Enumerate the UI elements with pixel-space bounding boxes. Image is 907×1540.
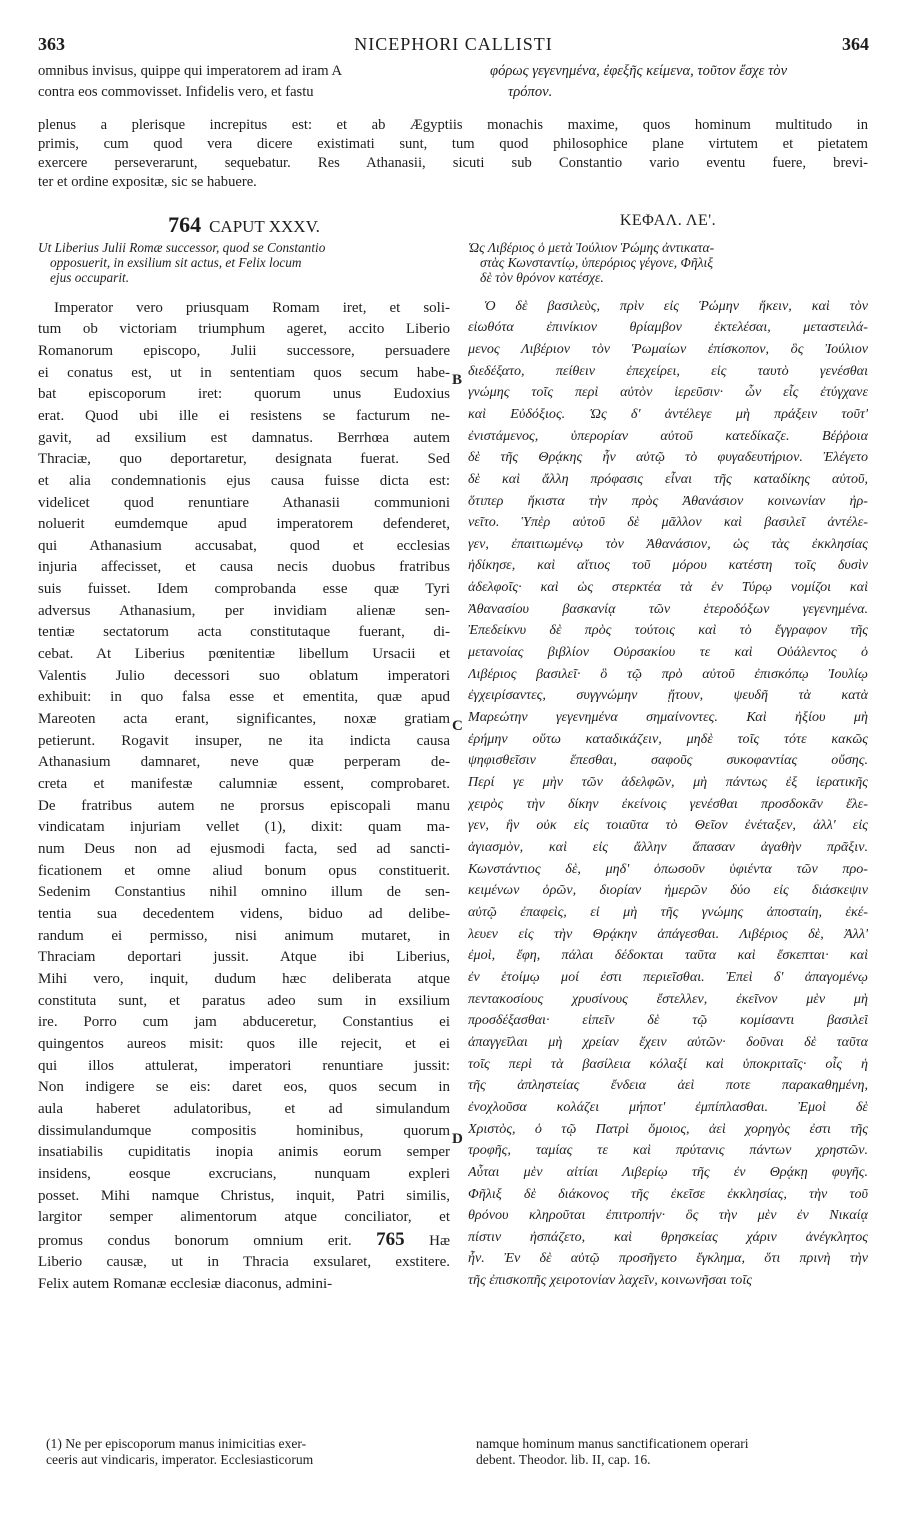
text-line: qui illos attulerat, imperatori renuntiare jussit:: [38, 1057, 450, 1074]
text-line: ἐρήμην οὕτω καταδικάζειν, μηδὲ τοῖς τότε κακῶς: [468, 730, 868, 747]
text-line: Athanasium damnaret, neve quæ perperam de-: [38, 754, 450, 771]
running-title: NICEPHORI CALLISTI: [354, 34, 553, 54]
text-line: τοῖς περὶ τὰ βασίλεια κόλαξί καὶ ὑποκριταῖς· οἷς ἡ: [468, 1055, 868, 1072]
text-line: ὅτιπερ ἥκιστα τὴν πρὸς Ἀθανάσιον κοινωνίαν ἠρ-: [468, 492, 868, 509]
text-line: Romanorum episcopo, Julii successore, persuadere: [38, 342, 450, 359]
footnote-left: [46, 1436, 450, 1467]
text-line: Liberio causæ, ut in Thracia exsularet, exstitere.: [38, 1254, 450, 1271]
text-line: γεν, ἣν οὐκ εἰς τοιαῦτα τὸ Θεῖον ἐνέταξεν, ἀλλ' εἰς: [468, 817, 868, 834]
latin-column: [38, 212, 450, 1296]
text-line: dissimulandumque compositis hominibus, quorum: [38, 1122, 450, 1139]
text-line: ἐγχειρίσαντες, συγγνώμην ᾔτουν, ψευδῆ τὰ κατὰ: [468, 687, 868, 704]
text-line: constituta sunt, et paratus adeo sum in exsilium: [38, 992, 450, 1009]
text-line: De fratribus autem ne prorsus episcopali manu: [38, 797, 450, 814]
text-line: insatiabilis cupiditatis inopia animis eorum semper: [38, 1144, 450, 1161]
text-line: Περί γε μὴν τῶν ἀδελφῶν, μὴ πάντως ἐξ ἱερατικῆς: [468, 774, 868, 791]
text-line: suis fuisset. Idem comprobanda esse quæ Tyri: [38, 581, 450, 598]
text-line: tentia sua decedentem videns, biduo ad delibe-: [38, 905, 450, 922]
text-line: exhibuit: in quo falsa esse et ementita, quæ apud: [38, 689, 450, 706]
text-line: ἠδίκησε, καὶ αἴτιος τοῦ μόρου κατέστη τοῖς δυσὶν: [468, 557, 868, 574]
chapter-title: ΚΕΦΑΛ. ΛΕ'.: [619, 212, 717, 229]
latin-body: [38, 298, 450, 1296]
text-line: adversus Athanasium, per invidiam alienæ sen-: [38, 602, 450, 619]
text-line: ἐνοχλοῦσα κολάζει μήποτ' ἐμπίπλασθαι. Ἐμοὶ δὲ: [468, 1098, 868, 1115]
text-line: ficationem et omne aliud bonum opus constituerit.: [38, 862, 450, 879]
summary-line: opposuerit, in exsilium sit actus, et Felix locum: [50, 255, 302, 271]
top-line-greek: τρόπον.: [508, 84, 553, 100]
text-line: κειμένων ὁρῶν, διορίαν ἡμερῶν δύο εἰς διάσκεψιν: [468, 882, 868, 899]
footnote-line: namque hominum manus sanctificationem operari: [476, 1436, 749, 1451]
text-line: Ὁ δὲ βασιλεὺς, πρὶν εἰς Ῥώμην ἥκειν, καὶ τὸν: [484, 297, 868, 314]
summary-line: δὲ τὸν θρόνον κατέσχε.: [480, 270, 604, 286]
text-line: ἀδελφοῖς· καὶ ὡς στερκτέα τὰ ἐν Τύρῳ νομίζοι καὶ: [468, 579, 868, 596]
text-line: χειρὸς τὴν δίκην ἐκείνοις γενέσθαι προσδοκᾶν ἔλε-: [468, 795, 868, 812]
text-line: tum ob victoriam triumphum ageret, accito Liberio: [38, 321, 450, 338]
intro-line: exercere perseverarunt, sequebatur. Res Athanasii, sicuti sub Constantio vario eventu fuere, brevi-: [38, 154, 868, 171]
text-line: Χριστὸς, ὁ τῷ Πατρὶ ὅμοιος, ἀεὶ χορηγὸς ἐστι τῆς: [468, 1120, 868, 1137]
text-line: cebat. At Liberius pœnitentiæ libellum Ursacii et: [38, 646, 450, 663]
text-line: Κωνστάντιος δὲ, μηδ' ὁπωσοῦν ὑφιέντα τῶν προ-: [468, 860, 868, 877]
text-line: num Deus non ad ejusmodi facta, sed ad sancti-: [38, 841, 450, 858]
text-line: Sedenim Constantius nihil omnino illum de sen-: [38, 884, 450, 901]
text-line: largitor semper alimentorum atque conciliator, et: [38, 1209, 450, 1226]
text-line: noluerit eumdemque apud imperatorem defenderet,: [38, 516, 450, 533]
footnote-line: ceeris aut vindicaris, imperator. Ecclesiasticorum: [46, 1451, 314, 1467]
text-line: Thraciam deportari jussit. Atque ibi Liberius,: [38, 949, 450, 966]
column-number: 764: [168, 212, 202, 237]
text-line: erat. Quod ubi ille ei resistens se facturum ne-: [38, 407, 450, 424]
text-line: ἐνιστάμενος, ὑπερορίαν αὐτοῦ κατεδίκαζε. Βέῤῥοια: [468, 427, 868, 444]
text-line: αὐτῷ ἐπαφεὶς, εἰ μὴ τῆς γνώμης ἀποσταίη, ἐκέ-: [468, 903, 868, 920]
summary-line: Ut Liberius Julii Romæ successor, quod se Constantio: [38, 240, 326, 255]
text-line: qui Athanasium accusabat, quod et ecclesias: [38, 537, 450, 554]
text-line: Thraciæ, quo deportaretur, designata fuerat. Sed: [38, 451, 450, 468]
intro-line: ter et ordine expositæ, sic se habuere.: [38, 173, 257, 190]
text-line: creta et manifestæ calumniæ essent, comprobaret.: [38, 776, 450, 793]
top-line-greek: φόρως γεγενημένα, ἐφεξῆς κείμενα, τοῦτον ἔσχε τὸν: [490, 63, 788, 79]
running-header: [38, 34, 869, 58]
left-page-number: 363: [38, 34, 65, 54]
line-text: Hæ: [404, 1232, 450, 1249]
latin-chapter-heading: [38, 212, 450, 236]
text-line: λευεν εἰς τὴν Θρᾴκην ἀπάγεσθαι. Λιβέριος δὲ, Ἀλλ': [468, 925, 868, 942]
greek-summary: [468, 240, 868, 286]
text-line: [38, 1229, 450, 1253]
text-line: δὲ τῆς Θρᾴκης ἦν αὐτῷ τὸ φυγαδευτήριον. Ἐλέγετο: [468, 449, 868, 466]
text-line: Φῆλιξ δὲ διάκονος τῆς ἐκεῖσε ἐκκλησίας, τὴν τοῦ: [468, 1185, 868, 1202]
margin-letter: D: [452, 1131, 463, 1147]
text-line: ἐμοὶ, ἔφη, πάλαι δέδοκται ταῦτα καὶ ἔσκεπται· καὶ: [468, 947, 868, 964]
text-line: ἁγιασμὸν, καὶ εἰς ἄλλην ἅπασαν ἀγαθὴν πρᾶξιν.: [468, 839, 868, 856]
text-line: δὲ καὶ ἄλλη πρόφασις εἶναι τῆς καταδίκης αὐτοῦ,: [468, 470, 868, 487]
greek-column: [468, 212, 868, 1292]
footnote-line: (1) Ne per episcoporum manus inimicitias exer-: [46, 1436, 307, 1451]
latin-summary: [38, 240, 450, 286]
text-line: τροφῆς, ταμίας τε καὶ πρύτανις πάντων χρηστῶν.: [468, 1142, 868, 1159]
text-line: tentiæ sectatorum acta constitutaque fuerant, di-: [38, 624, 450, 641]
text-line: προσδέξασθαι· εἰπεῖν δὲ τῷ κομίσαντι βασιλεῖ: [468, 1012, 868, 1029]
text-line: πεντακοσίους χρυσίνους ἔστελλεν, ἐκεῖνον μὲν μὴ: [468, 990, 868, 1007]
text-line: τῆς ἀπληστείας ἔνδεια ἀεὶ ποτε παρακαθημένη,: [468, 1077, 868, 1094]
text-line: Felix autem Romanæ ecclesiæ diaconus, admini-: [38, 1276, 333, 1293]
top-line-latin: omnibus invisus, quippe qui imperatorem ad iram A: [38, 63, 342, 79]
text-line: randum ei permisso, nisi animum mutaret, in: [38, 927, 450, 944]
text-line: γνώμης τοῖς περὶ αὐτὸν ἱερεῦσιν· ὧν εἷς ἐτύγχανε: [468, 384, 868, 401]
text-line: εἰωθότα ἐπινίκιον θρίαμβον ἐκτελέσαι, μεταστειλά-: [468, 319, 868, 336]
text-line: Mihi vero, inquit, dudum hæc deliberata atque: [38, 970, 450, 987]
text-line: Ἐπεδείκνυ δὲ πρὸς τούτοις καὶ τὸ ἔγγραφον τῆς: [468, 622, 868, 639]
text-line: ψηφισθεῖσιν ἕπεσθαι, σαφοῦς συκοφαντίας οὔσης.: [468, 752, 868, 769]
text-line: petierunt. Rogavit insuper, ne ita indicta causa: [38, 732, 450, 749]
text-line: ἦν. Ἐν δὲ αὐτῷ προσῆγετο ἔγκλημα, ὅτι πρινὴ τὴν: [468, 1250, 868, 1267]
text-line: μενος Λιβέριον τὸν Ῥωμαίων ἐπίσκοπον, ὃς Ἰούλιον: [468, 340, 868, 357]
text-line: καὶ Εὐδόξιος. Ὡς δ' ἀντέλεγε μὴ πράξειν τοῦτ': [468, 405, 868, 422]
text-line: ἀπαγγεῖλαι μὴ χρείαν ἔχειν αὐτῶν· δοῦναι δὲ ταῦτα: [468, 1033, 868, 1050]
text-line: Μαρεώτην γεγενημένα σημαίνοντες. Καὶ ἠξίου μὴ: [468, 709, 868, 726]
text-line: νεῖτο. Ὑπὲρ αὐτοῦ δὲ μᾶλλον καὶ βασιλεῖ ἀντέλε-: [468, 514, 868, 531]
text-line: quingentos aureos misit: quos ille rejecit, et ei: [38, 1035, 450, 1052]
line-text: promus condus bonorum omnium erit.: [38, 1232, 377, 1249]
top-line: [38, 62, 868, 81]
text-line: posset. Mihi namque Christus, inquit, Patri similis,: [38, 1187, 450, 1204]
summary-line: Ὡς Λιβέριος ὁ μετὰ Ἰούλιον Ῥώμης ἀντικατα-: [468, 240, 715, 255]
text-line: Non indigere se eis: daret eos, quos secum in: [38, 1079, 450, 1096]
text-line: Imperator vero priusquam Romam iret, et soli-: [54, 299, 450, 316]
footnote-right: [476, 1436, 868, 1467]
text-line: injuria affecisset, et causa necis duobus fratribus: [38, 559, 450, 576]
text-line: ei conatus est, ut in sententiam quos secum habe-: [38, 364, 450, 381]
intro-line: primis, cum quod vera dicere existimati sunt, tum quod philosophice plane virtutem et pietatem: [38, 135, 868, 152]
text-line: ire. Porro cum jam abduceretur, Constantius ei: [38, 1014, 450, 1031]
margin-letter: B: [452, 372, 463, 388]
column-number: 765: [376, 1228, 405, 1250]
text-line: διεδέξατο, πείθειν ἐπεχείρει, εἰς ταυτὸ γενέσθαι: [468, 362, 868, 379]
text-line: θρόνου κληροῦται ἐπιτροπήν· ὃς τὴν μὲν ἐν Νικαίᾳ: [468, 1207, 868, 1224]
text-line: Λιβέριος βασιλεῖ· ὃ τῷ πρὸ αὐτοῦ ἐπισκόπῳ Ἰουλίῳ: [468, 665, 868, 682]
text-line: Ἀθανασίου βασκανίᾳ τῶν ἑτεροδόξων γεγενημένα.: [468, 600, 868, 617]
text-line: τῆς ἐπισκοπῆς χειροτονίαν λαχεῖν, κοινωνῆσαι τοῖς: [468, 1272, 752, 1289]
summary-line: ejus occuparit.: [50, 270, 130, 286]
intro-line: plenus a plerisque increpitus est: et ab Ægyptiis monachis maxime, quos hominum multitudo in: [38, 117, 868, 133]
right-page-number: 364: [842, 34, 869, 54]
text-line: ἐν ἑτοίμῳ μοί ἐστι περιεῖσθαι. Ἐπεὶ δ' ἀπαγομένῳ: [468, 968, 868, 985]
top-line-latin: contra eos commovisset. Infidelis vero, et fastu: [38, 84, 314, 100]
text-line: γεν, ἐπαιτιωμένῳ τὸν Ἀθανάσιον, ὡς τὰς ἐκκλησίας: [468, 535, 868, 552]
greek-chapter-heading: [468, 212, 868, 236]
intro-paragraph: [38, 116, 868, 192]
text-line: et alia condemnationis ejus causa fuisse dicta est:: [38, 472, 450, 489]
chapter-title: CAPUT XXXV.: [209, 217, 320, 236]
text-line: πίστιν ἠσπάζετο, καὶ θρησκείας χάριν ἀνέγκλητος: [468, 1228, 868, 1245]
summary-line: στὰς Κωνσταντίῳ, ὑπερόριος γέγονε, Φῆλιξ: [480, 255, 714, 271]
text-line: Mareoten acta erant, significantes, noxæ gratiam: [38, 711, 450, 728]
text-line: insidens, eosque excrucians, nunquam expleri: [38, 1165, 450, 1182]
top-line: [38, 83, 868, 102]
text-line: Valentis Julio decessori suo oblatum imperatori: [38, 667, 450, 684]
text-line: gavit, ad exsilium est damnatus. Berrhœa autem: [38, 429, 450, 446]
text-line: aula haberet adulatoribus, et ad simulandum: [38, 1100, 450, 1117]
margin-letter: C: [452, 718, 463, 734]
text-line: vindicatam injuriam vellet (1), dixit: quam ma-: [38, 819, 450, 836]
text-line: bat episcoporum iret: quorum unus Eudoxius: [38, 386, 450, 403]
greek-body: [468, 296, 868, 1292]
text-line: Αὗται μὲν αἰτίαι Λιβερίῳ τῆς ἐν Θρᾴκῃ φυγῆς.: [468, 1163, 868, 1180]
text-line: videlicet quod renuntiare Athanasii communioni: [38, 494, 450, 511]
text-line: μετανοίας βιβλίον Οὐρσακίου τε καὶ Οὐάλεντος ὁ: [468, 644, 868, 661]
footnote-line: debent. Theodor. lib. II, cap. 16.: [476, 1451, 651, 1467]
